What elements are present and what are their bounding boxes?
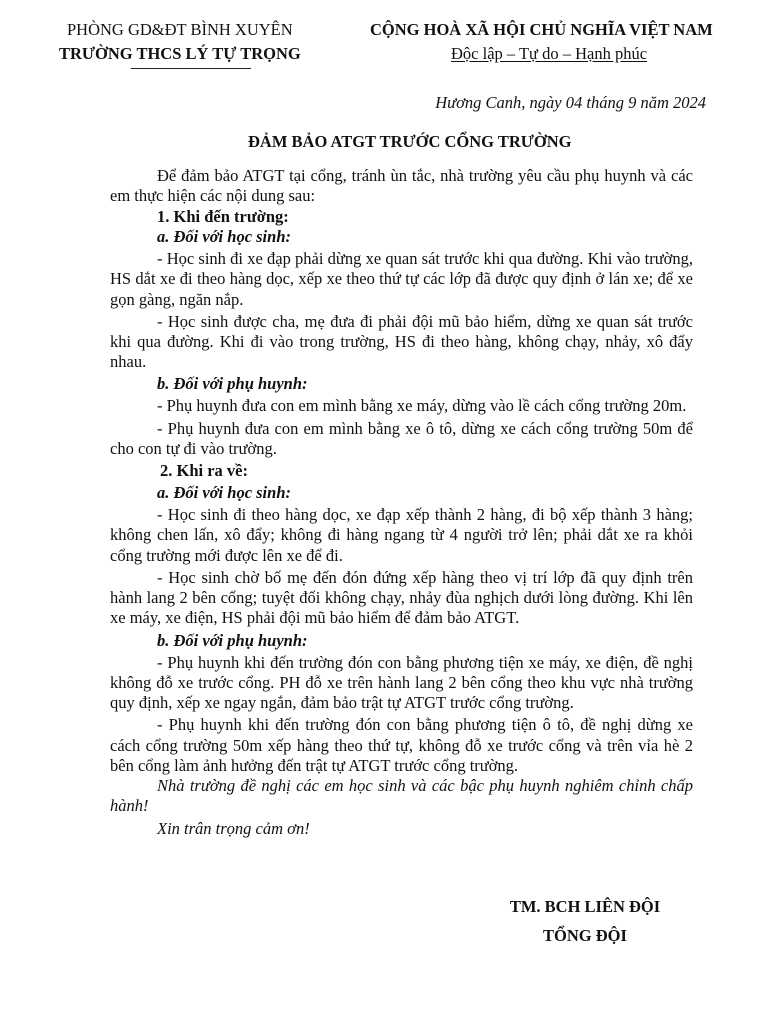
section-1b-paragraph-1: - Phụ huynh đưa con em mình bằng xe máy, dừng vào lề cách cổng trường 20m. <box>157 396 687 416</box>
section-2b-heading: b. Đối với phụ huynh: <box>157 630 308 650</box>
section-2a-paragraph-2: - Học sinh chờ bố mẹ đến đón đứng xếp hàng theo vị trí lớp đã quy định trên hành lang 2 bên cổng; tuyệt đối không chạy, nhảy đùa nghịch dưới lòng đường. Khi lên xe máy, xe điện, HS phải đội mũ bảo hiểm để đảm bảo ATGT. <box>110 567 693 628</box>
section-1b-heading: b. Đối với phụ huynh: <box>157 374 308 394</box>
national-motto: Độc lập – Tự do – Hạnh phúc <box>451 44 648 63</box>
section-2b-paragraph-2: - Phụ huynh khi đến trường đón con bằng phương tiện ô tô, đề nghị dừng xe cách cổng trường 50m xếp hàng theo thứ tự, không đỗ xe trước cổng và trên vỉa hè 2 bên cổng làm ảnh hưởng đến trật tự ATGT trước cổng trường. <box>110 715 693 775</box>
school-name-underline <box>131 68 251 69</box>
section-1a-heading: a. Đối với học sinh: <box>157 226 291 246</box>
school-name: TRƯỜNG THCS LÝ TỰ TRỌNG <box>59 44 301 63</box>
section-2b-paragraph-1: - Phụ huynh khi đến trường đón con bằng phương tiện xe máy, xe điện, đề nghị không đỗ xe trước cổng. PH đỗ xe trên hành lang 2 bên cổng theo khu vực nhà trường quy định, xếp xe ngay ngắn, đảm bảo trật tự ATGT trước cổng trường. <box>110 652 693 713</box>
intro-paragraph: Để đảm bảo ATGT tại cổng, tránh ùn tắc, nhà trường yêu cầu phụ huynh và các em thực hiện các nội dung sau: <box>110 166 693 206</box>
document-title: ĐẢM BẢO ATGT TRƯỚC CỔNG TRƯỜNG <box>248 132 572 151</box>
section-1b-paragraph-2: - Phụ huynh đưa con em mình bằng xe ô tô, dừng xe cách cổng trường 50m để cho con tự đi vào trường. <box>110 418 693 458</box>
document-body <box>110 166 693 839</box>
section-1a-paragraph-1: - Học sinh đi xe đạp phải dừng xe quan sát trước khi qua đường. Khi vào trường, HS dắt xe đi theo hàng dọc, xếp xe theo thứ tự các lớp đã được quy định ở lán xe; để xe gọn gàng, ngăn nắp. <box>110 248 693 309</box>
closing-thanks: Xin trân trọng cảm ơn! <box>157 818 310 838</box>
signature-title: TM. BCH LIÊN ĐỘI <box>509 897 661 916</box>
section-2a-paragraph-1: - Học sinh đi theo hàng dọc, xe đạp xếp thành 2 hàng, đi bộ xếp thành 3 hàng; không chen lấn, xô đẩy; không đi hàng ngang từ 4 người trở lên; phải dắt xe ra khỏi cổng trường mới được lên xe để đi. <box>110 505 693 565</box>
section-2-heading: 2. Khi ra về: <box>160 460 248 480</box>
section-1a-paragraph-2: - Học sinh được cha, mẹ đưa đi phải đội mũ bảo hiểm, dừng xe quan sát trước khi qua đường. Khi đi vào trong trường, HS đi theo hàng, không chạy, nhảy, xô đẩy nhau. <box>110 311 693 372</box>
section-2a-heading: a. Đối với học sinh: <box>157 483 291 503</box>
department-name: PHÒNG GD&ĐT BÌNH XUYÊN <box>67 20 293 39</box>
signature-role: TỔNG ĐỘI <box>543 926 627 945</box>
closing-request: Nhà trường đề nghị các em học sinh và các bậc phụ huynh nghiêm chỉnh chấp hành! <box>110 776 693 816</box>
section-1-heading: 1. Khi đến trường: <box>157 206 289 226</box>
national-title: CỘNG HOÀ XÃ HỘI CHỦ NGHĨA VIỆT NAM <box>370 20 713 39</box>
date-line: Hương Canh, ngày 04 tháng 9 năm 2024 <box>435 93 706 112</box>
